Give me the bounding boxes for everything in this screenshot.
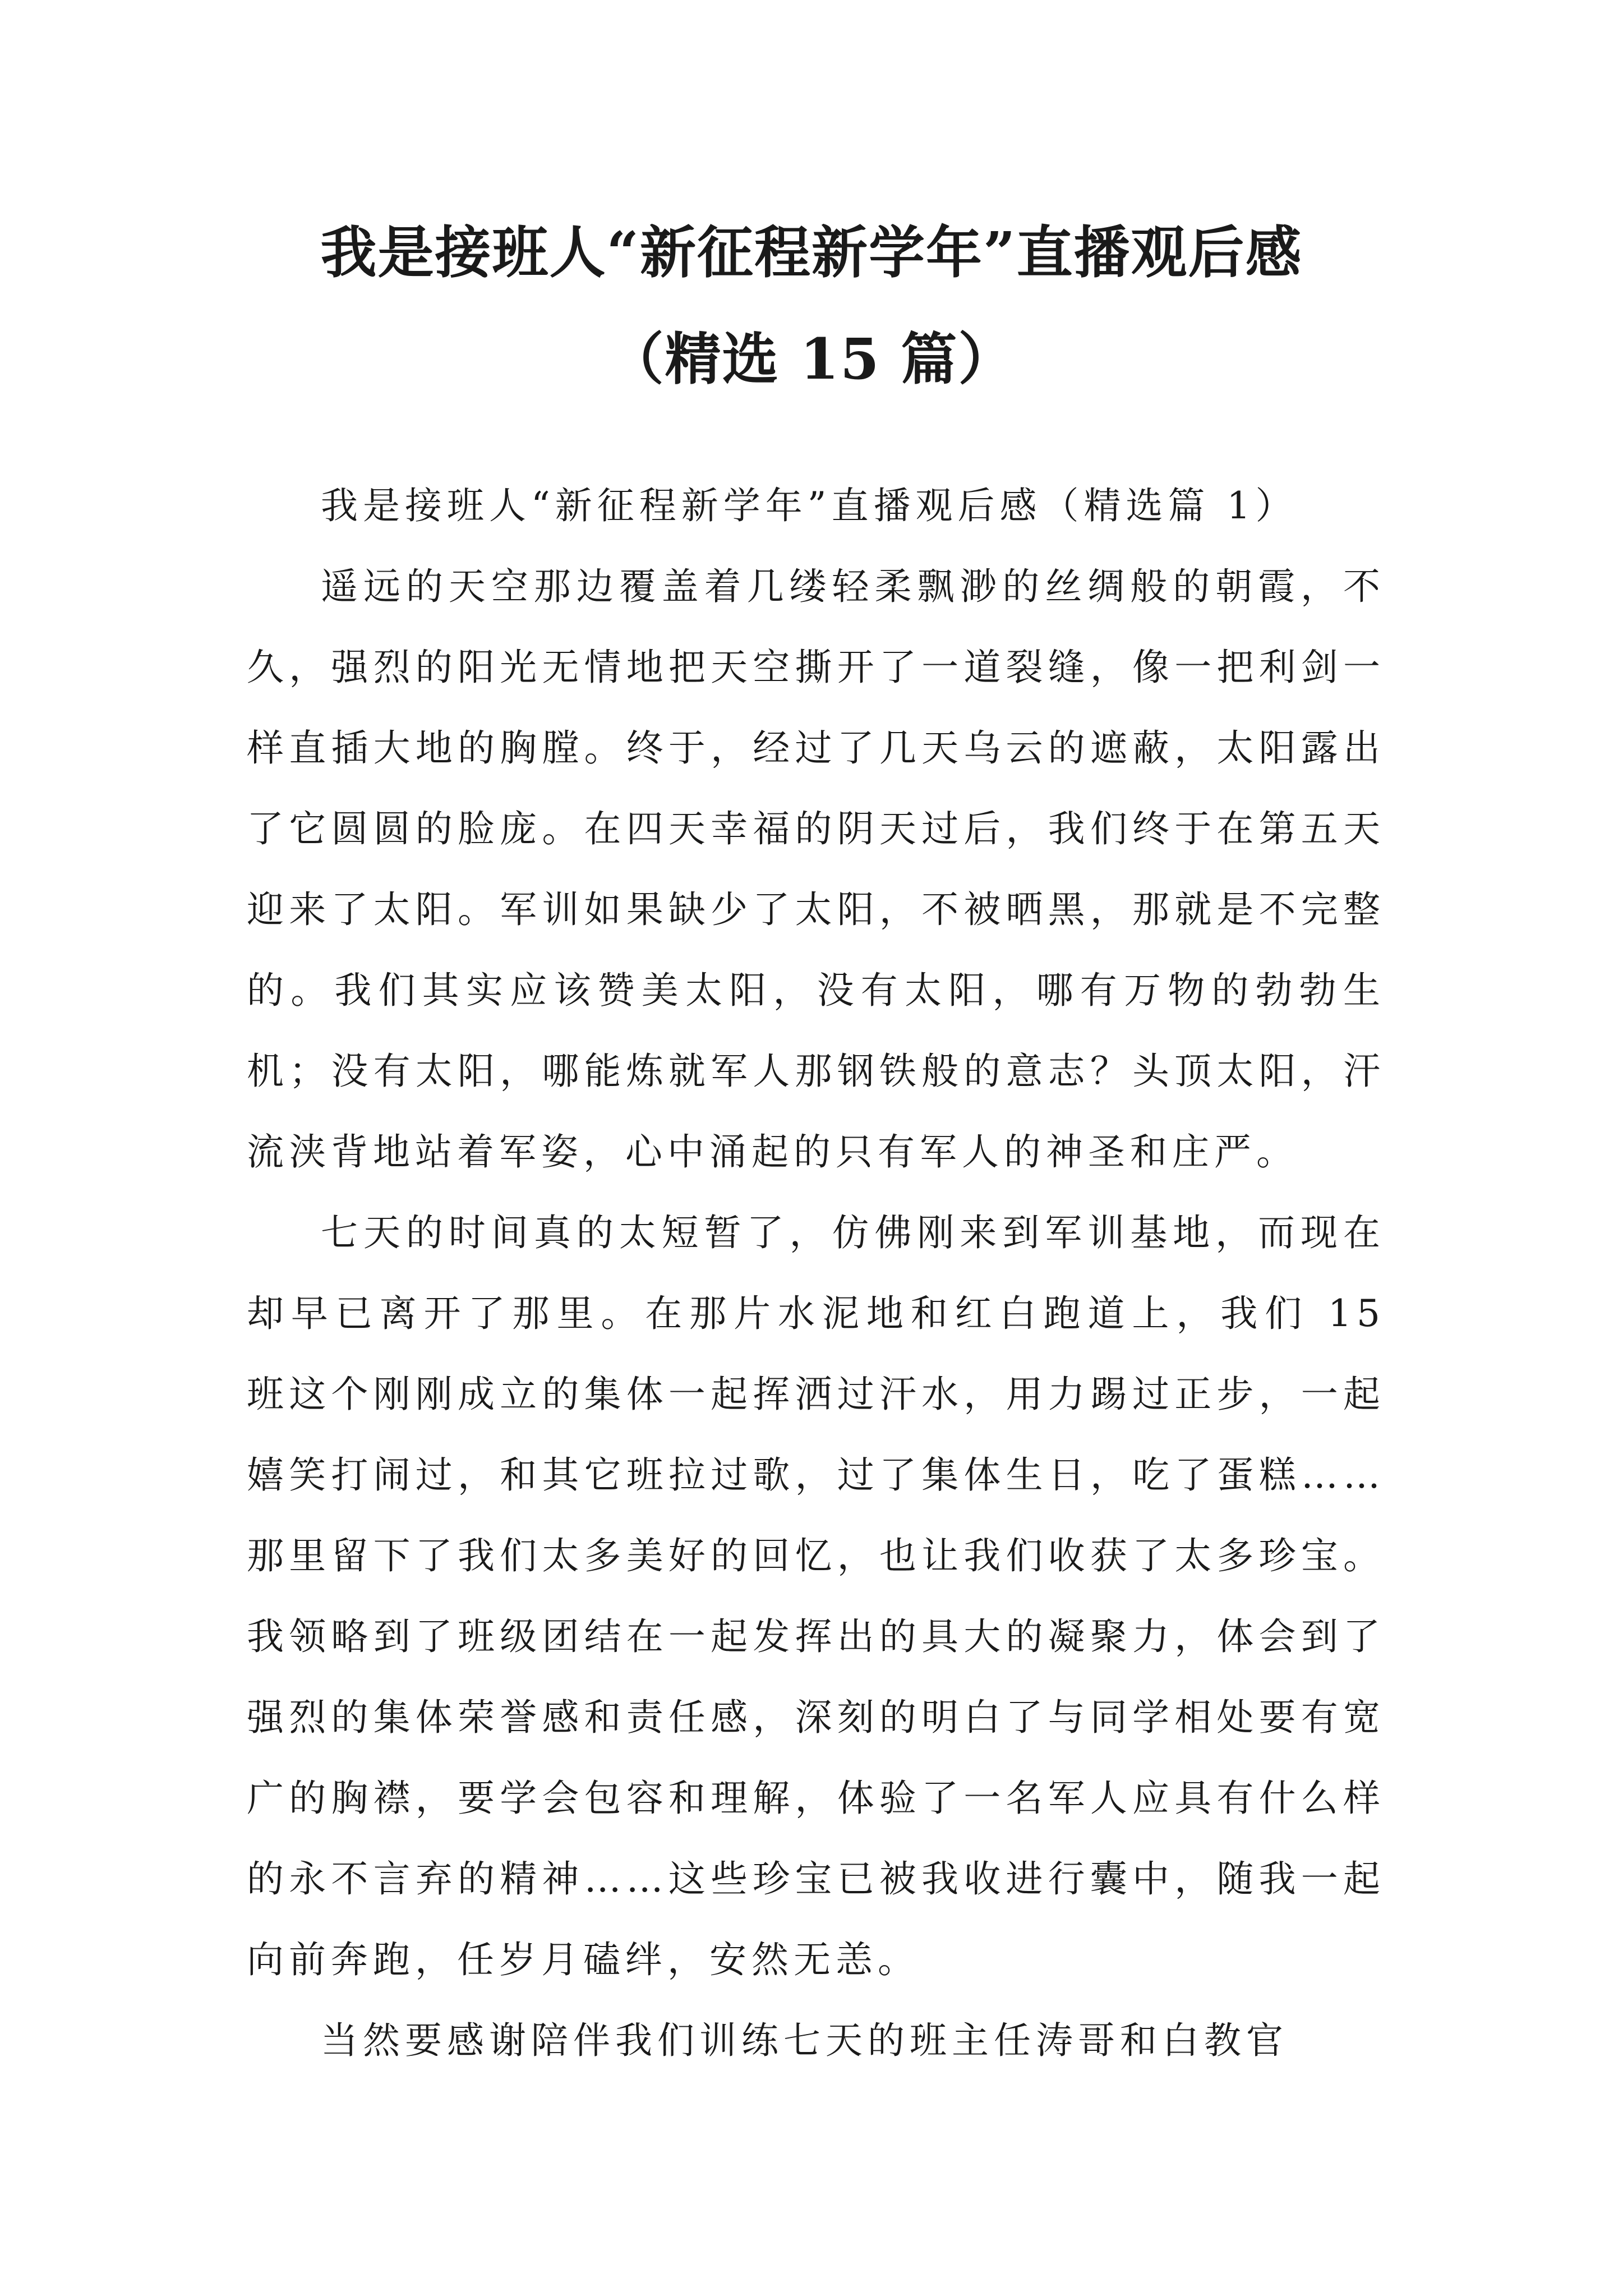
document-body (247, 466, 1385, 2081)
document-title (0, 199, 1623, 412)
title-line-1: 我是接班人“新征程新学年”直播观后感 (320, 219, 1303, 286)
paragraph: 当然要感谢陪伴我们训练七天的班主任涛哥和白教官 (321, 2019, 1288, 2062)
section-heading: 我是接班人“新征程新学年”直播观后感（精选篇 1） (321, 484, 1298, 527)
paragraph: 七天的时间真的太短暂了，仿佛刚来到军训基地，而现在却早已离开了那里。在那片水泥地和红白跑道上，我们 15 班这个刚刚成立的集体一起挥洒过汗水，用力踢过正步，一起嬉笑打闹过，和其它班拉过歌，过了集体生日，吃了蛋糕……那里留下了我们太多美好的回忆，也让我们收获了太多珍宝。我领略到了班级团结在一起发挥出的具大的凝聚力，体会到了强烈的集体荣誉感和责任感，深刻的明白了与同学相处要有宽广的胸襟，要学会包容和理解，体验了一名军人应具有什么样的永不言弃的精神……这些珍宝已被我收进行囊中，随我一起向前奔跑，任岁月磕绊，安然无恙。 (247, 1211, 1385, 1981)
title-line-2: （精选 15 篇） (607, 326, 1016, 392)
paragraph: 遥远的天空那边覆盖着几缕轻柔飘渺的丝绸般的朝霞，不久，强烈的阳光无情地把天空撕开了一道裂缝，像一把利剑一样直插大地的胸膛。终于，经过了几天乌云的遮蔽，太阳露出了它圆圆的脸庞。在四天幸福的阴天过后，我们终于在第五天迎来了太阳。军训如果缺少了太阳，不被晒黑，那就是不完整的。我们其实应该赞美太阳，没有太阳，哪有万物的勃勃生机；没有太阳，哪能炼就军人那钢铁般的意志？头顶太阳，汗流浃背地站着军姿，心中涌起的只有军人的神圣和庄严。 (247, 565, 1385, 1174)
